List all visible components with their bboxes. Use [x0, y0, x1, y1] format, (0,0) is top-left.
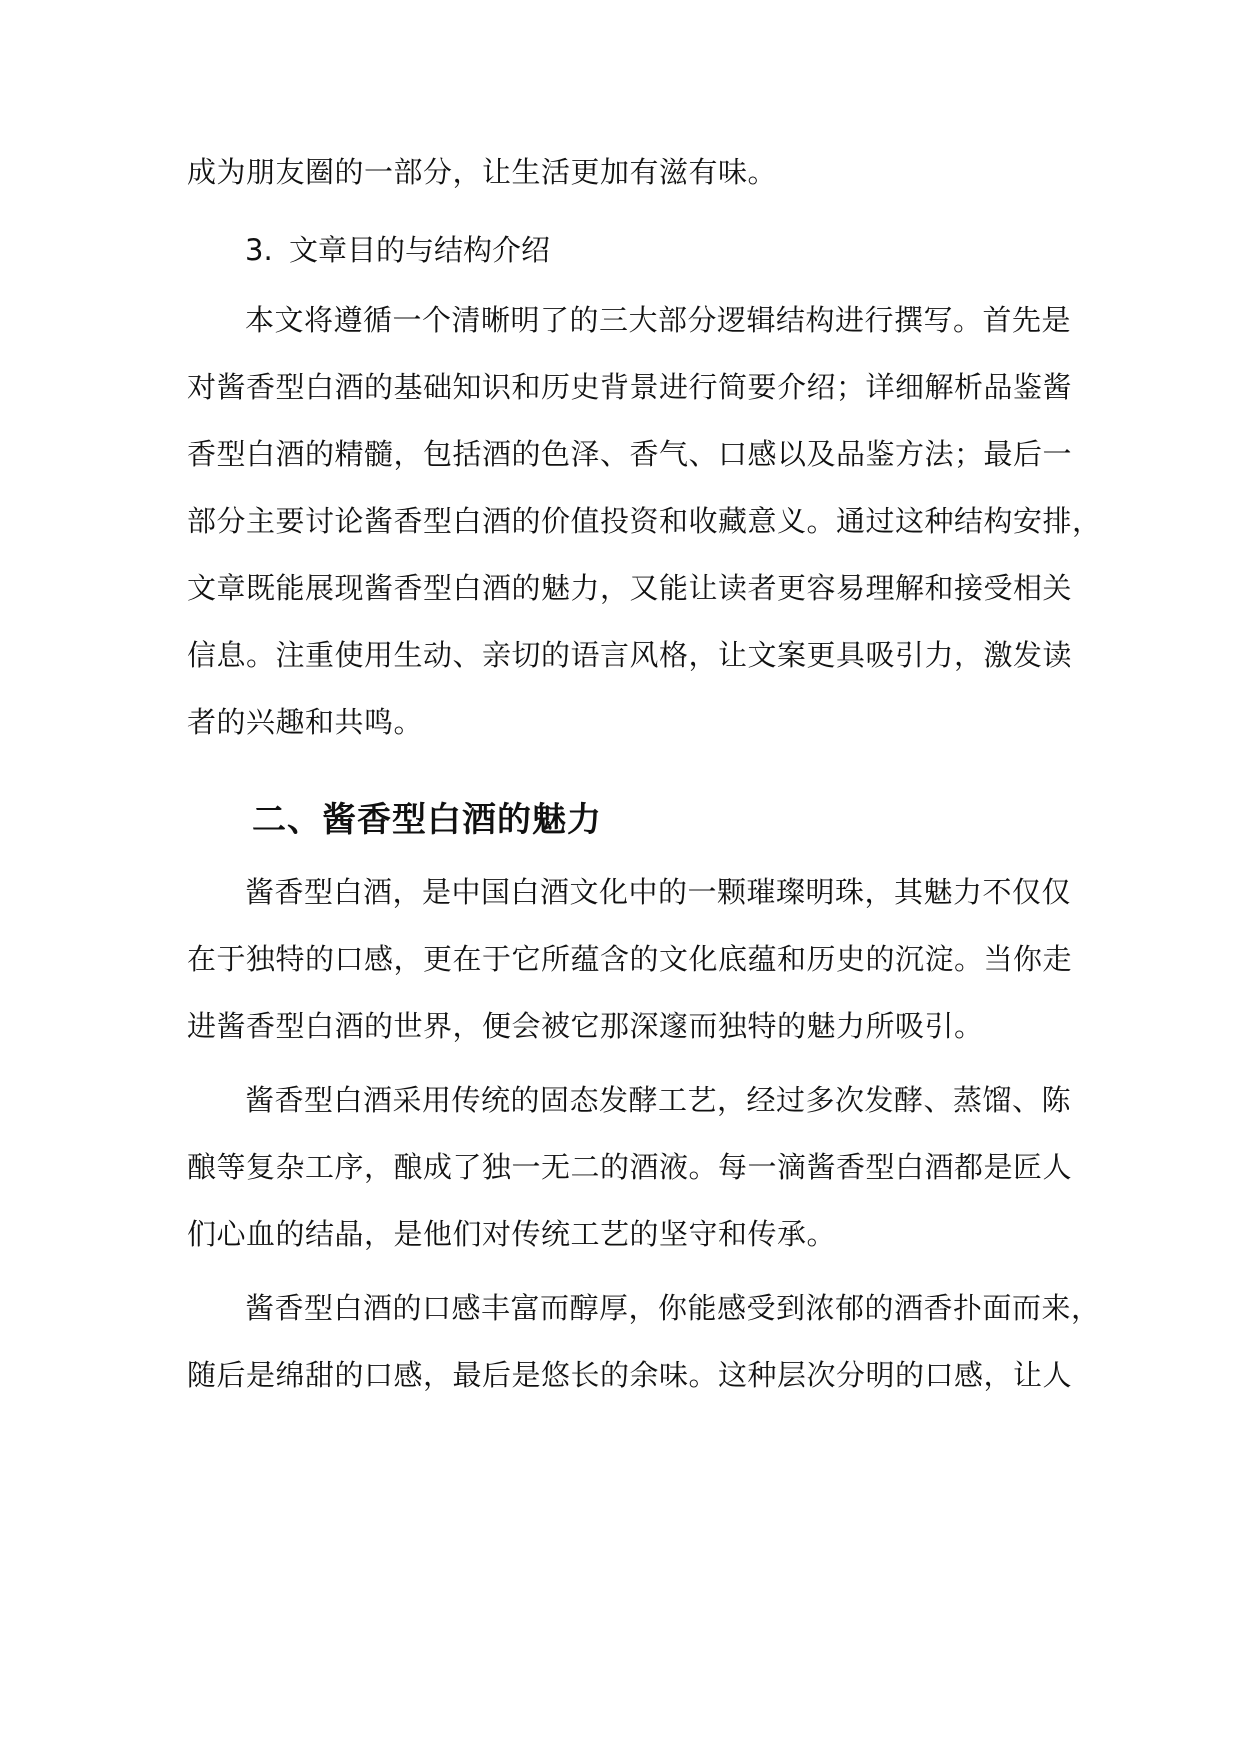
paragraph-line: 酱香型白酒的口感丰富而醇厚，你能感受到浓郁的酒香扑面而来，	[245, 1291, 1101, 1325]
paragraph-line: 酱香型白酒，是中国白酒文化中的一颗璀璨明珠，其魅力不仅仅	[245, 875, 1072, 909]
paragraph-line: 们心血的结晶，是他们对传统工艺的坚守和传承。	[187, 1217, 837, 1251]
paragraph-line: 部分主要讨论酱香型白酒的价值投资和收藏意义。通过这种结构安排，	[187, 504, 1102, 538]
paragraph-line: 文章既能展现酱香型白酒的魅力，又能让读者更容易理解和接受相关	[187, 571, 1073, 605]
paragraph-line: 者的兴趣和共鸣。	[187, 705, 424, 739]
paragraph-line: 在于独特的口感，更在于它所蕴含的文化底蕴和历史的沉淀。当你走	[187, 942, 1073, 976]
paragraph-line: 成为朋友圈的一部分，让生活更加有滋有味。	[187, 155, 778, 189]
paragraph-line: 本文将遵循一个清晰明了的三大部分逻辑结构进行撰写。首先是	[245, 303, 1072, 337]
paragraph-line: 酱香型白酒采用传统的固态发酵工艺，经过多次发酵、蒸馏、陈	[245, 1083, 1072, 1117]
paragraph-line: 对酱香型白酒的基础知识和历史背景进行简要介绍；详细解析品鉴酱	[187, 370, 1073, 404]
paragraph-line: 进酱香型白酒的世界，便会被它那深邃而独特的魅力所吸引。	[187, 1009, 984, 1043]
subsection-number: 3.	[245, 233, 273, 267]
paragraph-line: 随后是绵甜的口感，最后是悠长的余味。这种层次分明的口感，让人	[187, 1358, 1073, 1392]
section-heading: 二、酱香型白酒的魅力	[252, 800, 602, 840]
paragraph-line: 香型白酒的精髓，包括酒的色泽、香气、口感以及品鉴方法；最后一	[187, 437, 1073, 471]
subsection-title: 文章目的与结构介绍	[289, 233, 551, 267]
paragraph-line: 信息。注重使用生动、亲切的语言风格，让文案更具吸引力，激发读	[187, 638, 1073, 672]
subsection-heading	[245, 230, 550, 270]
paragraph-line: 酿等复杂工序，酿成了独一无二的酒液。每一滴酱香型白酒都是匠人	[187, 1150, 1073, 1184]
